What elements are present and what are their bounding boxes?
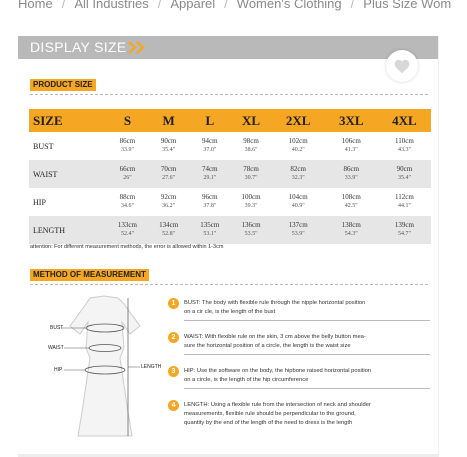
divider	[438, 36, 439, 454]
figure-label-hip: HIP	[54, 367, 63, 373]
step-number: 4	[168, 400, 179, 411]
table-cell: 88cm 34.6"	[119, 193, 136, 209]
table-row	[29, 160, 431, 188]
header-cell: 4XL	[392, 112, 417, 128]
attention-note: attention: For different measurement methods, the error is allowed within 1-3cm	[30, 244, 224, 250]
table-cell: 90cm 35.4"	[378, 160, 431, 188]
table-cell: 112cm 44.1"	[395, 193, 414, 209]
figure-label-length: LENGTH	[141, 364, 162, 370]
table-cell: 100cm 39.3"	[241, 193, 261, 209]
row-label: HIP	[33, 197, 46, 207]
breadcrumb-home[interactable]: Home	[18, 0, 53, 11]
table-cell: 138cm 54.3"	[325, 216, 378, 244]
breadcrumb-all-industries[interactable]: All Industries	[74, 0, 149, 11]
banner-title: DISPLAY SIZE	[30, 39, 127, 55]
table-cell: 74cm 29.1"	[189, 160, 230, 188]
table-cell: 137cm 53.9"	[272, 216, 325, 244]
dress-figure	[32, 292, 172, 442]
table-cell: 70cm 27.6"	[148, 160, 189, 188]
header-cell: 2XL	[285, 112, 311, 128]
breadcrumb-separator: /	[61, 0, 66, 11]
table-row	[29, 188, 431, 216]
table-cell: 96cm 37.8"	[202, 193, 218, 209]
table-row	[29, 216, 431, 244]
table-cell: 139cm 54.7"	[378, 216, 431, 244]
table-cell: 104cm 40.9"	[288, 193, 308, 209]
divider	[184, 388, 430, 389]
figure-label-bust: BUST	[50, 325, 64, 331]
product-image	[18, 36, 439, 457]
table-cell: 135cm 53.1"	[189, 216, 230, 244]
step-text: LENGTH: Using a flexible rule from the intersection of neck and shoulder measurements, flexible rule should be perpendicular to the ground, quantity by the end of the length of the need to dress is the length	[184, 402, 371, 426]
step-number: 1	[168, 298, 179, 309]
table-cell: 78cm 30.7"	[230, 160, 271, 188]
breadcrumb-separator: /	[157, 0, 162, 11]
table-cell: 134cm 52.8"	[148, 216, 189, 244]
double-chevron-right-icon	[128, 41, 148, 54]
display-size-banner	[18, 36, 439, 59]
header-cell: S	[123, 112, 132, 128]
heart-icon	[394, 59, 410, 74]
size-chart-table	[29, 109, 431, 244]
header-cell: L	[205, 112, 215, 128]
header-cell: 3XL	[339, 112, 364, 128]
table-cell: 98cm 38.6"	[243, 137, 259, 153]
header-cell: SIZE	[33, 112, 63, 128]
table-cell: 110cm 43.3"	[395, 137, 414, 153]
table-cell: 86cm 33.9"	[119, 137, 136, 153]
method-tag: METHOD OF MEASUREMENT	[30, 269, 149, 281]
table-cell: 108cm 42.5"	[341, 193, 361, 209]
table-cell: 94cm 37.0"	[202, 137, 218, 153]
table-header-row	[29, 109, 431, 132]
breadcrumb	[0, 0, 467, 12]
table-cell: 136cm 53.5"	[230, 216, 271, 244]
table-cell: 86cm 33.9"	[325, 160, 378, 188]
divider	[184, 354, 430, 355]
table-cell: 90cm 35.4"	[160, 137, 177, 153]
row-label: BUST	[33, 141, 54, 151]
product-size-tag: PRODUCT SIZE	[30, 79, 96, 91]
table-cell: 82cm 32.3"	[272, 160, 325, 188]
header-cell: M	[162, 112, 175, 128]
divider	[184, 320, 430, 321]
table-cell: 133cm 52.4"	[107, 216, 148, 244]
table-row	[29, 132, 431, 160]
breadcrumb-apparel[interactable]: Apparel	[170, 0, 216, 11]
divider	[30, 94, 428, 95]
breadcrumb-separator: /	[350, 0, 355, 11]
table-cell: 92cm 36.2"	[160, 193, 177, 209]
step-text: BUST: The body with flexible rule through the nipple horizontal position on a cir cle, is the length of the bust	[184, 300, 366, 315]
row-label: WAIST	[29, 160, 107, 188]
wishlist-button[interactable]	[386, 50, 418, 82]
step-number: 2	[168, 332, 179, 343]
divider	[30, 284, 428, 285]
breadcrumb-womens-clothing[interactable]: Women's Clothing	[236, 0, 342, 11]
step-number: 3	[168, 366, 179, 377]
step-text: WAIST: With flexible rule on the skin, 3 cm above the belly button mea- sure the horizontal position of a circle, the length is the waist size	[184, 334, 366, 349]
table-cell: 102cm 40.2"	[288, 137, 308, 153]
row-label: LENGTH	[29, 216, 107, 244]
table-cell: 106cm 41.3"	[341, 137, 361, 153]
table-cell: 66cm 26"	[107, 160, 148, 188]
breadcrumb-separator: /	[224, 0, 228, 11]
step-text: HIP: Use the software on the body, the hipbone raised horizontal position on a circle, is the length of the hip circumference	[184, 368, 372, 383]
header-cell: XL	[242, 112, 261, 128]
breadcrumb-plus-size[interactable]: Plus Size Wom	[363, 0, 452, 11]
figure-label-waist: WAIST	[48, 345, 64, 351]
